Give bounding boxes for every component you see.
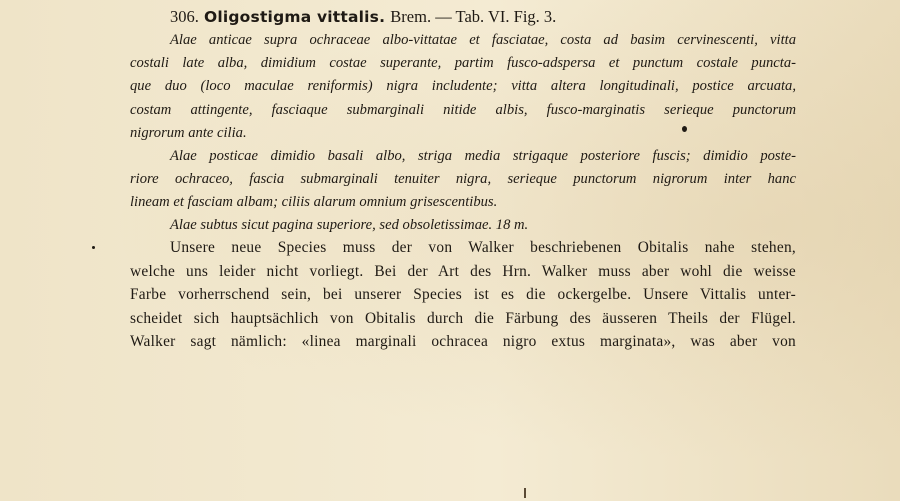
description-hindwing [130,145,796,215]
ink-speck [92,246,95,249]
text-line: costam attingente, fasciaque submarginali nitide albis, fusco-marginatis serieque punctorum [130,101,796,118]
ink-speck [682,126,687,132]
text-line: que duo (loco maculae reniformis) nigra includente; vitta altera longitudinali, postice arcuata, [130,78,796,95]
species-reference: Brem. — Tab. VI. Fig. 3. [390,7,557,26]
text-line: nigrorum ante cilia. [130,124,247,141]
text-line: Farbe vorherrschend sein, bei unserer Species ist es die ockergelbe. Unsere Vittalis unter- [130,286,796,304]
species-number: 306. [170,7,199,26]
text-line: Alae subtus sicut pagina superiore, sed obsoletissimae. 18 m. [170,217,529,233]
text-line: riore ochraceo, fascia submarginali tenuiter nigra, serieque punctorum nigrorum inter hanc [130,171,796,188]
description-forewing [130,29,796,145]
text-line: costali late alba, dimidium costae superante, partim fusco-adspersa et punctum costale puncta- [130,55,796,72]
species-name: Oligostigma vittalis. [203,8,386,26]
text-line: scheidet sich hauptsächlich von Obitalis durch die Färbung des äusseren Theils der Flügel. [130,309,796,327]
text-line: Unsere neue Species muss der von Walker beschriebenen Obitalis nahe stehen, [170,239,796,256]
text-line: Walker sagt nämlich: «linea marginali ochracea nigro extus marginata», was aber von [130,333,796,351]
remarks-paragraph [130,236,796,354]
ink-speck [524,488,526,498]
text-line: Alae posticae dimidio basali albo, striga media strigaque posteriore fuscis; dimidio poste- [170,148,796,164]
text-line: Alae anticae supra ochraceae albo-vittatae et fasciatae, costa ad basim cervinescenti, vitta [170,32,796,48]
text-line: welche uns leider nicht vorliegt. Bei der Art des Hrn. Walker muss aber wohl die weisse [130,262,796,280]
description-underside [130,214,796,237]
species-heading [170,6,870,28]
text-line: lineam et fasciam albam; ciliis alarum omnium grisescentibus. [130,194,498,211]
